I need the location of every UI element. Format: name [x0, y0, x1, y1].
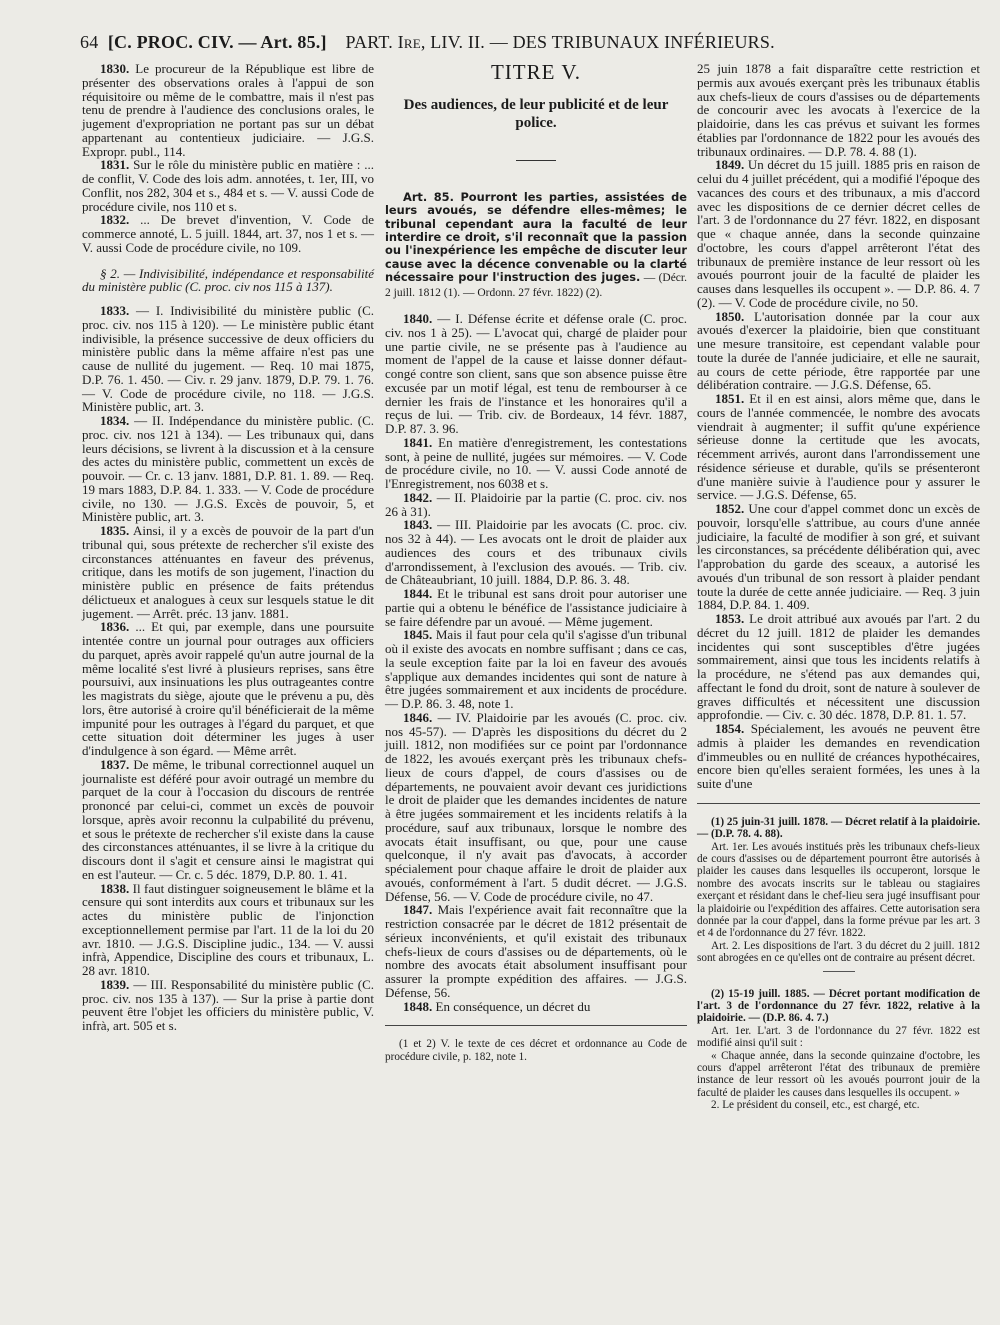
- footnote-rule: [697, 803, 980, 804]
- footnotes-right: [697, 816, 980, 1112]
- footnote-2-title: (2) 15-19 juill. 1885. — Décret portant modification de l'art. 3 de l'ordonnance du 27 févr. 1822, relative à la plaidoirie. — (D.P. 86. 4. 7.): [697, 987, 980, 1025]
- paragraph-1834: 1834. — II. Indépendance du ministère public. (C. proc. civ. nos 121 à 134). — Les tribunaux qui, dans leurs décisions, se livrent à la discussion et à la censure des actes du ministère public, commettent un excès de pouvoir. — Cr. c. 13 janv. 1881, D.P. 81. 1. 89. — Req. 19 mars 1883, D.P. 84. 1. 333. — V. Code de procédure civile, no 130. — J.G.S. Excès de pouvoir, 5, et Ministère public, art. 3.: [82, 413, 374, 525]
- footnote-1-title: (1) 25 juin-31 juill. 1878. — Décret relatif à la plaidoirie. — (D.P. 78. 4. 88).: [697, 815, 980, 841]
- footnote-1-art2: Art. 2. Les dispositions de l'art. 3 du décret du 2 juill. 1812 sont abrogées en ce qu'elles ont de contraire au présent décret.: [697, 939, 980, 965]
- footnote-block: [385, 1038, 687, 1063]
- page-number: 64: [80, 32, 99, 52]
- title-subheading: Des audiences, de leur publicité et de leur police.: [403, 96, 669, 131]
- title-heading: TITRE V.: [490, 60, 582, 84]
- article-85-text: Art. 85. Pourront les parties, assistées de leurs avoués, se défendre elles-mêmes; le tribunal cependant aura la faculté de leur interdire ce droit, s'il reconnaît que la passion ou l'inexpérience les empêche de discuter leur cause avec la décence convenable ou la clarté nécessaire pour l'instruction des juges. — (Décr. 2 juill. 1812 (1). — Ordonn. 27 févr. 1822) (2).: [385, 189, 687, 299]
- paragraph-1830: 1830. Le procureur de la République est libre de présenter des observations orales à l'appui de son réquisitoire ou même de le combattre, mais il n'est pas tenu de prendre à l'audience des conclusions orales, le jugement d'expropriation ne portant pas sur un débat appartenant au contentieux judiciaire. — J.G.S. Expropr. publ., 114.: [82, 61, 374, 159]
- footnote-1-2: (1 et 2) V. le texte de ces décret et ordonnance au Code de procédure civile, p. 182, note 1.: [385, 1038, 687, 1063]
- paragraph-1844: 1844. Et le tribunal est sans droit pour autoriser une partie qui a obtenu le bénéfice de l'assistance judiciaire à se faire défendre par un avoué. — Même jugement.: [385, 586, 687, 629]
- footnote-2-quote: « Chaque année, dans la seconde quinzaine d'octobre, les cours d'appel arrêteront l'état des tribunaux de première instance de leur ressort où les avoués pourront jouir de la faculté de plaider les causes dans lesquelles ils occupent. »: [697, 1049, 980, 1099]
- paragraph-1847: 1847. Mais l'expérience avait fait reconnaître que la restriction consacrée par le décret de 1812 présentait de sérieux inconvénients, et qu'il existait des tribunaux chefs-lieux de cours d'assises ou de départements, où le nombre des avocats était absolument insuffisant pour assurer la prompte expédition des affaires. — J.G.S. Défense, 56.: [385, 902, 687, 1000]
- header-right: PART. Ire, LIV. II. — DES TRIBUNAUX INFÉRIEURS.: [345, 32, 775, 52]
- header-left: [C. PROC. CIV. — Art. 85.]: [107, 32, 327, 52]
- column-right: [697, 62, 980, 1112]
- paragraph-1832: 1832. ... De brevet d'invention, V. Code de commerce annoté, L. 5 juill. 1844, art. 37, nos 1 et s. — V. aussi Code de procédure civile, no 109.: [82, 212, 374, 255]
- paragraph-1843: 1843. — III. Plaidoirie par les avocats (C. proc. civ. nos 32 à 44). — Les avocats ont le droit de plaider aux audiences des cours et des tribunaux civils d'arrondissement, à l'exclusion des avoués. — Trib. civ. de Châteaubriant, 10 juill. 1884, D.P. 86. 3. 48.: [385, 517, 687, 588]
- paragraph-1849: 1849. Un décret du 15 juill. 1885 pris en raison de celui du 4 juillet précédent, qui a modifié l'époque des vacances des cours et des tribunaux, a mis d'accord avec les dispositions de ce dernier décret celles de l'art. 3 de l'ordonnance du 27 févr. 1822, en disposant que « chaque année, dans la seconde quinzaine d'octobre, les cours d'appel arrêteront l'état des tribunaux de première instance de leur ressort où les avoués pourront jouir de la faculté de plaider les causes dans lesquelles ils occupent ». — D.P. 86. 4. 7 (2). — V. Code de procédure civile, no 50.: [697, 157, 980, 310]
- footnote-2-art2: 2. Le président du conseil, etc., est chargé, etc.: [711, 1099, 920, 1112]
- paragraph-1853: 1853. Le droit attribué aux avoués par l'art. 2 du décret du 12 juill. 1812 de plaider les demandes incidentes qui sont susceptibles d'être jugées sommairement, ainsi que tous les incidents relatifs à la procédure, ne s'étend pas aux demandes qui, affectant le fond du droit, sont de nature à soulever de graves difficultés et nécessitent une discussion approfondie. — Civ. c. 30 déc. 1878, D.P. 81. 1. 57.: [697, 611, 980, 723]
- paragraph-1836: 1836. ... Et qui, par exemple, dans une poursuite intentée contre un journal pour outrages aux officiers du parquet, après avoir rappelé qu'un autre journal de la même localité s'est livré à plusieurs reprises, sans être poursuivi, aux insinuations les plus outrageantes contre les magistrats du siège, ajoute que le prévenu a pu, dès lors, être autorisé à croire qu'il bénéficierait de la même impunité pour les outrages à l'égard du parquet, et que cette situation doit déterminer les juges à user d'indulgence à son égard. — Même arrêt.: [82, 619, 374, 758]
- column-left: [82, 62, 374, 1033]
- paragraph-1846: 1846. — IV. Plaidoirie par les avoués (C. proc. civ. nos 45-57). — D'après les dispositions du décret du 2 juill. 1812, non modifiées sur ce point par l'ordonnance de 1822, les avoués exerçant près les tribunaux chefs-lieux de cours d'appel, de cours d'assises ou de départements, ne pouvaient avoir devant ces juridictions le droit de plaider que les demandes incidentes de nature à être jugées sommairement et les incidents relatifs à la procédure, sauf aux tribunaux, lorsque le nombre des avocats était insuffisant, ou que, pour une cause quelconque, il n'y avait pas d'avocats, à accorder spécialement pour chaque affaire le droit de plaider aux avoués, conformément à l'art. 5 dudit décret. — J.G.S. Défense, 56. — V. Code de procédure civile, no 47.: [385, 709, 687, 904]
- paragraph-1842: 1842. — II. Plaidoirie par la partie (C. proc. civ. nos 26 à 31).: [385, 489, 687, 519]
- paragraph-1841: 1841. En matière d'enregistrement, les contestations sont, à peine de nullité, jugées sur mémoires. — V. Code de procédure civile, no 10. — V. aussi Code annoté de l'Enregistrement, nos 6038 et s.: [385, 434, 687, 491]
- paragraph-1848: 1848. En conséquence, un décret du: [403, 998, 591, 1014]
- paragraph-1845: 1845. Mais il faut pour cela qu'il s'agisse d'un tribunal où il existe des avocats en nombre suffisant ; dans ce cas, la seule exception faite par la loi en faveur des avoués s'applique aux demandes incidentes qui sont de nature à être jugées sommairement et aux incidents de procédure. — D.P. 86. 3. 48, note 1.: [385, 627, 687, 711]
- footnote-rule: [385, 1025, 687, 1026]
- section-heading: § 2. — Indivisibilité, indépendance et responsabilité du ministère public (C. proc. civ nos 115 à 137).: [82, 265, 374, 295]
- paragraph-1840: 1840. — I. Défense écrite et défense orale (C. proc. civ. nos 1 à 25). — L'avocat qui, chargé de plaider pour une partie civile, ne se présente pas à l'audience au moment de l'appel de la cause et laisse donner défaut-congé contre son client, sans que son absence puisse être excusée par un motif légal, est tenu de rembourser à ce dernier les frais de l'instance et les honoraires qu'il a reçus de lui. — Trib. civ. de Bordeaux, 14 févr. 1887, D.P. 87. 3. 96.: [385, 311, 687, 436]
- paragraph-1838: 1838. Il faut distinguer soigneusement le blâme et la censure qui sont interdits aux cours et tribunaux sur les actes du ministère public de l'injonction exceptionnellement permise par l'art. 11 de la loi du 20 avr. 1810. — J.G.S. Discipline judic., 134. — V. aussi infrà, Appendice, Discipline des cours et tribunaux, L. 28 avr. 1810.: [82, 880, 374, 978]
- column-middle: [385, 62, 687, 1063]
- paragraph-1850: 1850. L'autorisation donnée par la cour aux avoués d'exercer la plaidoirie, bien que constituant une mesure transitoire, est cependant valable pour toute la durée de l'année judiciaire, et elle ne saurait, au cours de cette période, être rapportée par une délibération contraire. — J.G.S. Défense, 65.: [697, 308, 980, 393]
- paragraph-1839: 1839. — III. Responsabilité du ministère public (C. proc. civ. nos 135 à 137). — Sur la prise à partie dont peuvent être l'objet les officiers du ministère public, V. infrà, art. 505 et s.: [82, 976, 374, 1033]
- paragraph-1852: 1852. Une cour d'appel commet donc un excès de pouvoir, lorsqu'elle s'attribue, au cours d'une année judiciaire, la faculté de modifier à son gré, et suivant les circonstances, sa précédente délibération qui, avec l'approbation du garde des sceaux, a autorisé les avoués d'un tribunal de son ressort à plaider pendant toute la durée de cette année judiciaire. — Req. 3 juin 1884, D.P. 84. 1. 409.: [697, 501, 980, 613]
- paragraph-1848-continued: 25 juin 1878 a fait disparaître cette restriction et permis aux avoués exerçant près les tribunaux établis aux chefs-lieux de cours d'assises ou de départements de concourir avec les avocats à l'exercice de la plaidoirie, dans les cas prévus et suivant les formes établies par l'ordonnance de 1822 pour les avoués des tribunaux ordinaires. — D.P. 78. 4. 88 (1).: [697, 61, 980, 159]
- footnote-2-art1: Art. 1er. L'art. 3 de l'ordonnance du 27 févr. 1822 est modifié ainsi qu'il suit :: [697, 1024, 980, 1050]
- paragraph-1831: 1831. Sur le rôle du ministère public en matière : ... de conflit, V. Code des lois adm. annotées, t. 1er, III, vo Conflit, nos 282, 304 et s., 484 et s. — V. aussi Code de procédure civile, nos 110 et s.: [82, 157, 374, 214]
- paragraph-1854: 1854. Spécialement, les avoués ne peuvent être admis à plaider les demandes en revendication d'immeubles ou en nullité de créances hypothécaires, encore bien qu'elles seraient formées, les unes à la suite d'une: [697, 721, 980, 791]
- page-header: [80, 32, 980, 53]
- paragraph-1833: 1833. — I. Indivisibilité du ministère public (C. proc. civ. nos 115 à 120). — Le ministère public étant indivisible, la présence successive de deux officiers du ministère public dans la même affaire n'est pas une cause de nullité du jugement. — Req. 10 mai 1875, D.P. 76. 1. 450. — Civ. r. 29 janv. 1879, D.P. 79. 1. 76. — V. Code de procédure civile, no 118. — J.G.S. Ministère public, art. 3.: [82, 303, 374, 415]
- divider: [516, 160, 556, 161]
- paragraph-1837: 1837. De même, le tribunal correctionnel auquel un journaliste est déféré pour avoir outragé un membre du parquet de la cour à l'occasion du discours de rentrée prononcé par celui-ci, commet un excès de pouvoir lorsque, après avoir reconnu la culpabilité du prévenu, et sous le prétexte de rechercher s'il existe dans la cause des circonstances atténuantes, il se livre à la critique du discours dont il s'agit et censure ainsi le magistrat qui en est l'auteur. — Cr. c. 5 déc. 1879, D.P. 80. 1. 41.: [82, 756, 374, 882]
- paragraph-1851: 1851. Et il en est ainsi, alors même que, dans le cours de l'année commencée, le nombre des avocats viendrait à augmenter; il suffit qu'une expérience sérieuse donne la certitude que les avocats, récemment arrivés, auront dans l'arrondissement une résidence sérieuse et durable, qu'ils se présenteront d'une manière suivie à l'audience pour y assurer le service. — J.G.S. Défense, 65.: [697, 391, 980, 503]
- footnote-1-art1: Art. 1er. Les avoués institués près les tribunaux chefs-lieux de cours d'assises ou de département pourront être autorisés à plaider les causes dans lesquelles ils occuperont, lorsque le nombre des avocats inscrits sur le tableau ou stagiaires exerçant et résidant dans le chef-lieu sera jugé insuffisant pour la plaidoirie ou l'expédition des affaires. Cette autorisation sera donnée par la cour d'appel, dans la forme prévue par les art. 3 et 4 de l'ordonnance du 27 févr. 1822.: [697, 840, 980, 940]
- paragraph-1835: 1835. Ainsi, il y a excès de pouvoir de la part d'un tribunal qui, sous prétexte de rechercher s'il existe des circonstances atténuantes en faveur des prévenus, critique, dans les motifs de son jugement, l'inaction du ministère public en présence de faits prétendus délictueux et analogues à ceux sur lesquels statue le dit jugement. — Arrêt. préc. 13 janv. 1881.: [82, 523, 374, 621]
